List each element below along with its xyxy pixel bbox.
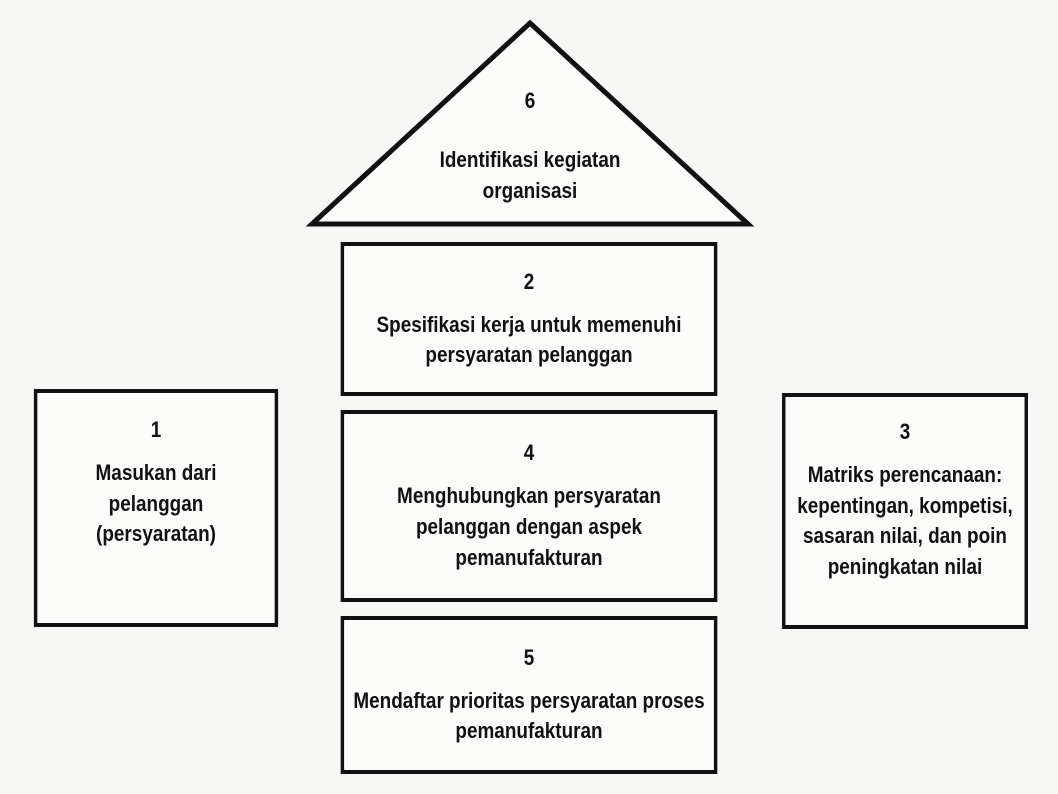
box-4-number: 4 — [523, 440, 535, 466]
box-2-label: Spesifikasi kerja untuk memenuhi persyaratan pelanggan — [376, 311, 682, 368]
box-2-number: 2 — [523, 268, 535, 294]
box-5-label: Mendaftar prioritas persyaratan proses pemanufakturan — [353, 687, 705, 744]
box-5-number: 5 — [523, 644, 535, 670]
roof-number: 6 — [524, 88, 536, 113]
box-4-label: Menghubungkan persyaratan pelanggan dengan aspek pemanufakturan — [397, 483, 661, 570]
box-1-number: 1 — [150, 417, 162, 442]
roof-label: Identifikasi kegiatan organisasi — [439, 147, 621, 203]
box-3-label: Matriks perencanaan: kepentingan, kompetisi, sasaran nilai, dan poin peningkatan nilai — [797, 461, 1013, 580]
box-4-relationship — [341, 410, 718, 602]
box-2-work-specification — [341, 242, 718, 396]
box-3-planning-matrix — [782, 393, 1028, 629]
box-1-label: Masukan dari pelanggan (persyaratan) — [95, 459, 217, 547]
box-3-number: 3 — [899, 419, 911, 444]
box-5-priorities — [341, 616, 718, 774]
box-1-customer-input — [34, 389, 278, 627]
